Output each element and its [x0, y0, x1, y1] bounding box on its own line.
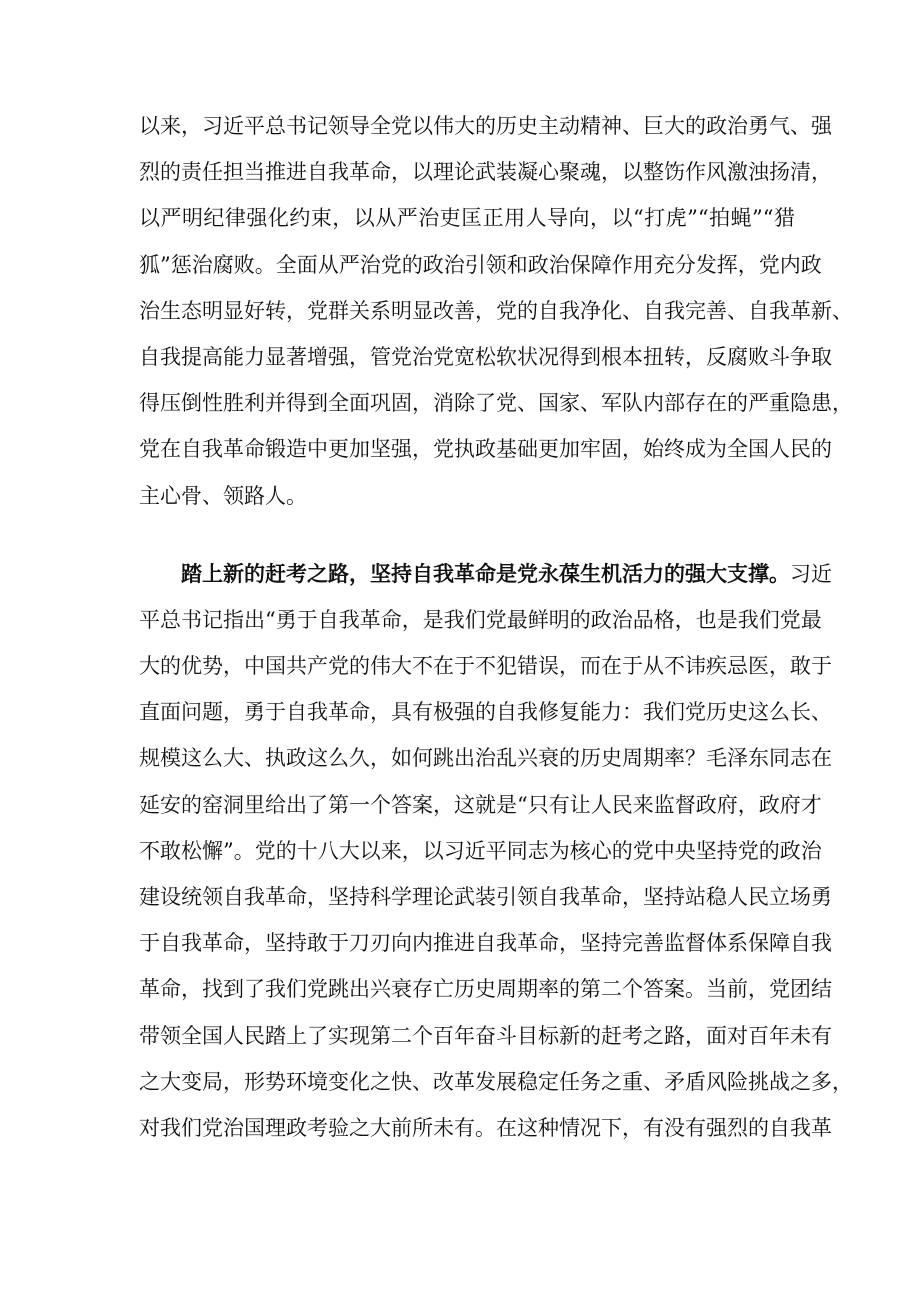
paragraph-1-line: 得压倒性胜利并得到全面巩固，消除了党、国家、军队内部存在的严重隐患，: [139, 391, 853, 416]
paragraph-1-line: 党在自我革命锻造中更加坚强，党执政基础更加牢固，始终成为全国人民的: [139, 437, 832, 462]
paragraph-2-line: 对我们党治国理政考验之大前所未有。在这种情况下，有没有强烈的自我革: [139, 1115, 832, 1140]
paragraph-2-first-line-rest: 习近: [790, 561, 832, 586]
paragraph-1-line: 以严明纪律强化约束，以从严治吏匡正用人导向，以“打虎”“拍蝇”“猎: [139, 206, 795, 231]
paragraph-1: [139, 103, 853, 519]
paragraph-2-line: 规模这么大、执政这么久，如何跳出治乱兴衰的历史周期率？毛泽东同志在: [139, 746, 832, 771]
paragraph-2-first-line: [139, 551, 832, 597]
paragraph-2-line: 平总书记指出“勇于自我革命，是我们党最鲜明的政治品格，也是我们党最: [139, 607, 822, 632]
paragraph-1-line: 治生态明显好转，党群关系明显改善，党的自我净化、自我完善、自我革新、: [139, 298, 853, 323]
paragraph-1-line: 烈的责任担当推进自我革命，以理论武装凝心聚魂，以整饬作风激浊扬清，: [139, 160, 832, 185]
paragraph-2-line: 建设统领自我革命，坚持科学理论武装引领自我革命，坚持站稳人民立场勇: [139, 885, 832, 909]
paragraph-2-line: 带领全国人民踏上了实现第二个百年奋斗目标新的赶考之路，面对百年未有: [139, 1023, 832, 1048]
paragraph-1-line: 以来，习近平总书记领导全党以伟大的历史主动精神、巨大的政治勇气、强: [139, 114, 832, 138]
paragraph-2-line: 于自我革命，坚持敢于刀刃向内推进自我革命，坚持完善监督体系保障自我: [139, 931, 832, 956]
paragraph-2-line: 之大变局，形势环境变化之快、改革发展稳定任务之重、矛盾风险挑战之多，: [139, 1069, 853, 1094]
paragraph-1-line: 狐”惩治腐败。全面从严治党的政治引领和政治保障作用充分发挥，党内政: [139, 252, 822, 277]
paragraph-2-line: 大的优势，中国共产党的伟大不在于不犯错误，而在于从不讳疾忌医，敢于: [139, 654, 832, 679]
paragraph-2-heading: 踏上新的赶考之路，坚持自我革命是党永葆生机活力的强大支撑。: [181, 560, 790, 586]
paragraph-2-line: 革命，找到了我们党跳出兴衰存亡历史周期率的第二个答案。当前，党团结: [139, 977, 832, 1002]
paragraph-2-line: 不敢松懈”。党的十八大以来，以习近平同志为核心的党中央坚持党的政治: [139, 838, 822, 863]
paragraph-1-line: 自我提高能力显著增强，管党治党宽松软状况得到根本扭转，反腐败斗争取: [139, 344, 832, 369]
paragraph-gap: [139, 519, 795, 551]
paragraph-2-line: 延安的窑洞里给出了第一个答案，这就是“只有让人民来监督政府，政府才: [139, 792, 822, 817]
paragraph-1-line: 主心骨、领路人。: [139, 483, 307, 508]
document-page: [139, 103, 853, 1151]
paragraph-2-line: 直面问题，勇于自我革命，具有极强的自我修复能力：我们党历史这么长、: [139, 700, 832, 725]
paragraph-2: [139, 551, 853, 1151]
